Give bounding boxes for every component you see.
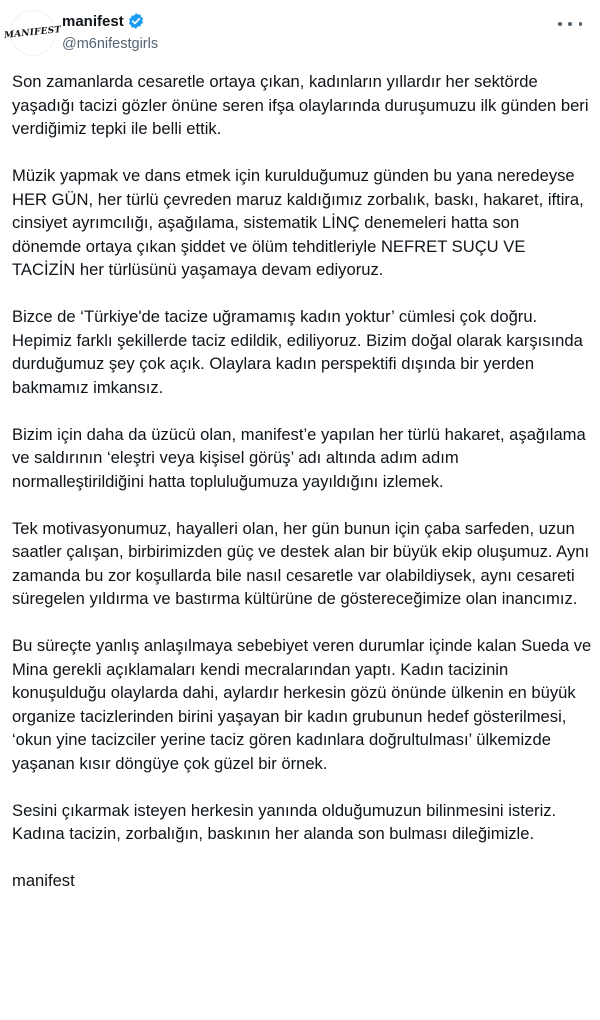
author-display-name[interactable]: manifest (62, 12, 124, 30)
tweet-paragraph: Son zamanlarda cesaretle ortaya çıkan, kadınların yıllardır her sektörde yaşadığı tacizi gözler önüne seren ifşa olaylarında duruşumuzu ilk günden beri verdiğimiz tepki ile belli ettik. (12, 72, 589, 138)
avatar[interactable] (3, 10, 63, 56)
tweet-header (0, 0, 600, 60)
verified-badge-icon (127, 12, 145, 30)
tweet-paragraph: Bizim için daha da üzücü olan, manifest’e yapılan her türlü hakaret, aşağılama ve saldırının ‘eleştri veya kişisel görüş’ adı altında adım adım normalleştirildiğini hatta topluluğumuza yayıldığını izlemek. (12, 424, 586, 491)
more-horizontal-icon[interactable] (558, 14, 582, 34)
tweet-text (12, 70, 592, 893)
more-dot (558, 22, 562, 26)
author-handle[interactable]: @m6nifestgirls (62, 36, 159, 52)
more-dot (579, 22, 583, 26)
tweet-paragraph: Bu süreçte yanlış anlaşılmaya sebebiyet veren durumlar içinde kalan Sueda ve Mina gerekli açıklamaları kendi mecralarından yaptı. Kadın tacizinin konuşulduğu olaylarda dahi, aylardır herkesin gözü önünde ülkenin en büyük organize tacizlerinden birini yaşayan bir kadın grubunun hedef gösterilmesi, ‘okun yine tacizciler yerine taciz gören kadınlara doğrultulması’ ülkemizde yaşanan kısır döngüye çok güzel bir örnek. (12, 636, 592, 773)
tweet-paragraph: Bizce de ‘Türkiye'de tacize uğramamış kadın yoktur’ cümlesi çok doğru. Hepimiz farklı şekillerde taciz edildik, ediliyoruz. Bizim doğal olarak karşısında durduğumuz şey çok açık. Olaylara kadın perspektifi dışında bir yerden bakmamız imkansız. (12, 307, 583, 397)
avatar-logo-text: MANIFEST (3, 25, 63, 41)
author-name-row (62, 12, 145, 30)
tweet-paragraph: Müzik yapmak ve dans etmek için kurulduğumuz günden bu yana neredeyse HER GÜN, her türlü çevreden maruz kaldığımız zorbalık, baskı, hakaret, iftira, cinsiyet ayrımcılığı, aşağılama, sistematik LİNÇ denemeleri hatta son dönemde ortaya çıkan şiddet ve ölüm tehditleriyle NEFRET SUÇU VE TACİZİN her türlüsünü yaşamaya devam ediyoruz. (12, 166, 584, 279)
tweet-paragraph: Sesini çıkarmak isteyen herkesin yanında olduğumuzun bilinmesini isteriz. (12, 800, 557, 820)
tweet-signature: manifest (12, 871, 75, 890)
more-dot (568, 22, 572, 26)
tweet-paragraph: Tek motivasyonumuz, hayalleri olan, her gün bunun için çaba sarfeden, uzun saatler çalışan, birbirimizden güç ve destek alan bir büyük ekip oluşumuz. Aynı zamanda bu zor koşullarda bile nasıl cesaretle var olabildiysek, aynı cesareti süregelen yıldırma ve bastırma kültürüne de göstereceğimize olan inancımız. (12, 518, 590, 608)
tweet-paragraph: Kadına tacizin, zorbalığın, baskının her alanda son bulması dileğimizle. (12, 824, 535, 843)
